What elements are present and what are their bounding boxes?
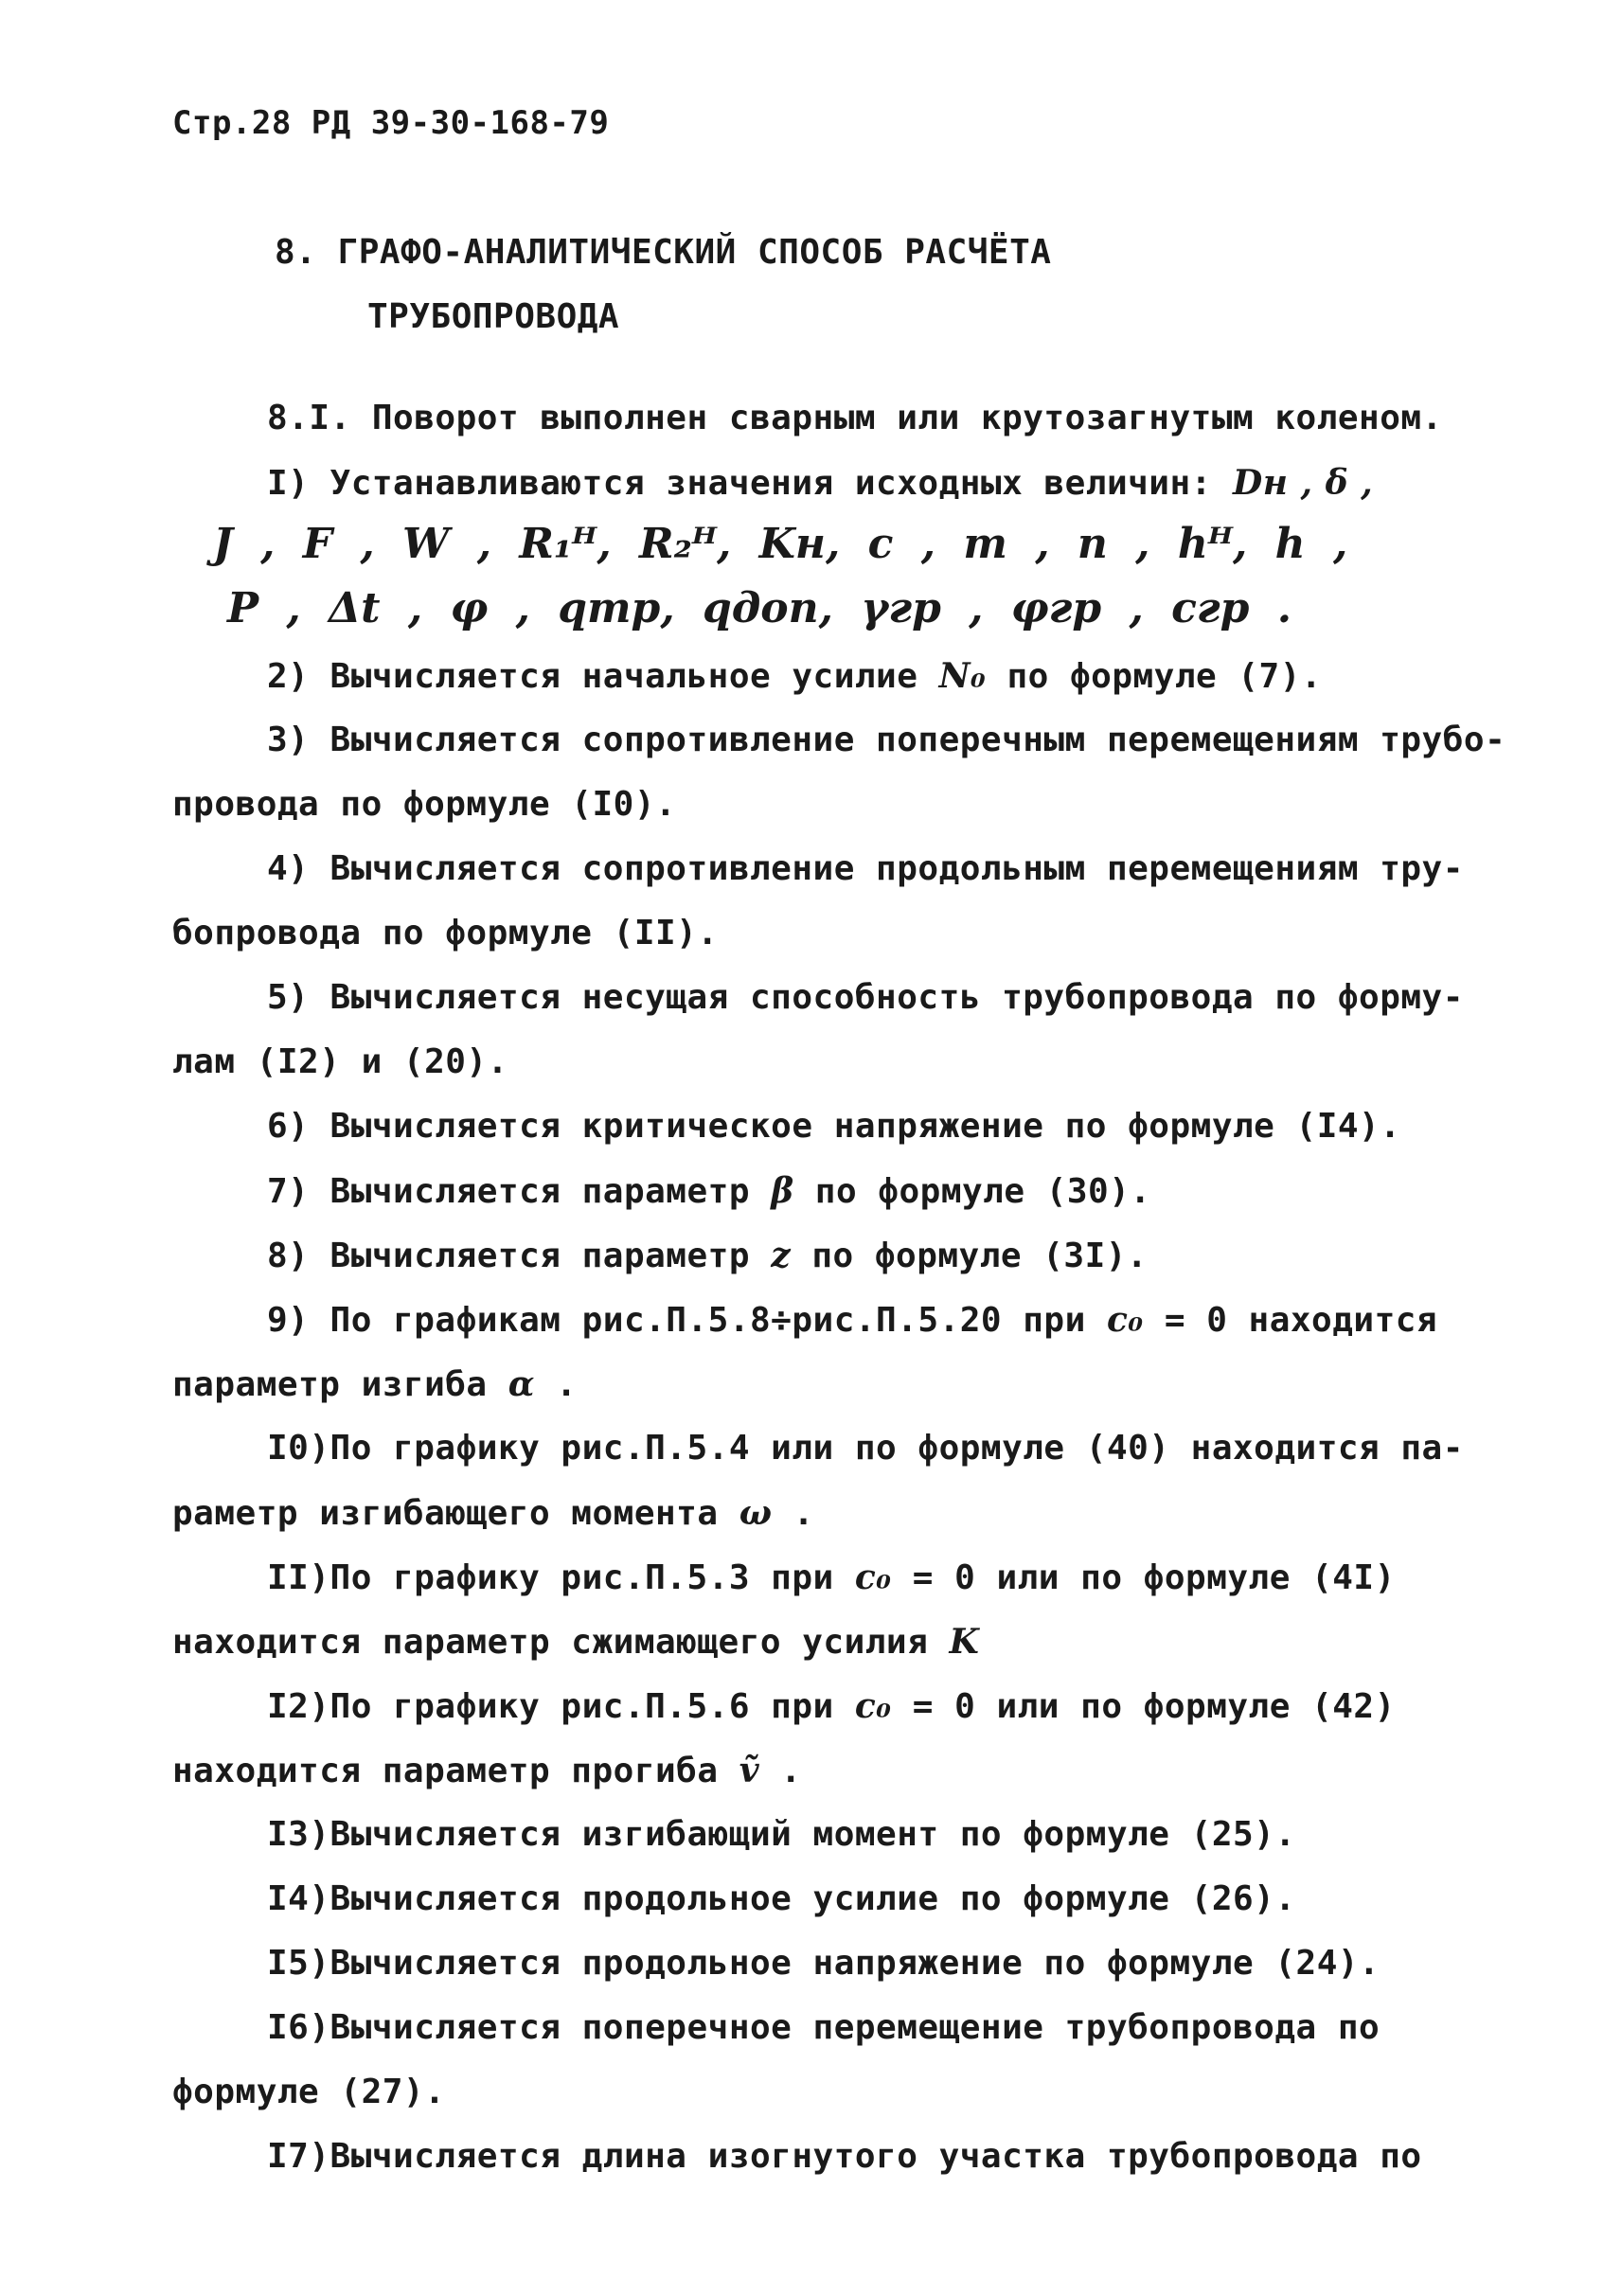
step-10-line2 [172, 1492, 814, 1535]
step-9-dot: . [556, 1365, 578, 1404]
step-14-line: I4)Вычисляется продольное усилие по формуле (26). [267, 1879, 1296, 1918]
step-17-line1: I7)Вычисляется длина изогнутого участка трубопровода по [267, 2137, 1422, 2176]
step-8-text: 8) Вычисляется параметр [267, 1237, 750, 1275]
symbol-c0: c₀ [1106, 1300, 1144, 1340]
step-11-line1 [267, 1557, 1396, 1599]
step-12-line2 [172, 1750, 802, 1792]
step-3-line2: провода по формуле (I0). [172, 785, 677, 824]
step-10-dot: . [793, 1494, 814, 1533]
step-11-line2 [172, 1621, 979, 1664]
step-10-line1: I0)По графику рис.П.5.4 или по формуле (40) находится па- [267, 1429, 1464, 1468]
symbol-c0: c₀ [854, 1557, 892, 1597]
step-12-line1 [267, 1685, 1396, 1728]
section-title-line2: ТРУБОПРОВОДА [367, 297, 620, 336]
symbol-v: ṽ [739, 1751, 760, 1790]
step-7-line [267, 1170, 1151, 1213]
subsection-heading: 8.I. Поворот выполнен сварным или крутозагнутым коленом. [267, 399, 1443, 437]
step-15-line: I5)Вычисляется продольное напряжение по формуле (24). [267, 1944, 1381, 1983]
step-9-line2 [172, 1363, 577, 1406]
step-11-rest: = 0 или по формуле (4I) [912, 1558, 1396, 1597]
page-header: Стр.28 РД 39-30-168-79 [172, 104, 610, 142]
step-1-label: I) Устанавливаются значения исходных величин: [267, 464, 1233, 503]
symbol-n0: N₀ [938, 656, 987, 696]
step-12-text: I2)По графику рис.П.5.6 при [267, 1687, 834, 1726]
step-12-text2: находится параметр прогиба [172, 1752, 719, 1790]
symbol-beta: β [771, 1171, 794, 1211]
step-1-text [267, 462, 1373, 505]
step-16-line1: I6)Вычисляется поперечное перемещение трубопровода по [267, 2008, 1381, 2047]
section-title-line1: 8. ГРАФО-АНАЛИТИЧЕСКИЙ СПОСОБ РАСЧЁТА [275, 233, 1052, 272]
step-7-formula: по формуле (30). [814, 1172, 1151, 1211]
step-1-symbols-c: P , Δt , φ , qтр, qдоп, γгр , φгр , cгр . [227, 584, 1292, 632]
step-8-formula: по формуле (3I). [811, 1237, 1149, 1275]
step-2-text: 2) Вычисляется начальное усилие [267, 657, 918, 696]
step-8-line [267, 1235, 1148, 1277]
symbol-k: K [949, 1622, 980, 1662]
symbol-z: z [771, 1236, 792, 1275]
symbol-omega: ω [739, 1493, 773, 1533]
step-2-formula: по формуле (7). [1006, 657, 1323, 696]
step-12-rest: = 0 или по формуле (42) [912, 1687, 1396, 1726]
step-6-line: 6) Вычисляется критическое напряжение по формуле (I4). [267, 1107, 1401, 1146]
step-5-line1: 5) Вычисляется несущая способность трубопровода по форму- [267, 978, 1464, 1017]
step-16-line2: формуле (27). [172, 2073, 446, 2111]
step-3-line1: 3) Вычисляется сопротивление поперечным перемещениям трубо- [267, 721, 1506, 759]
step-13-line: I3)Вычисляется изгибающий момент по формуле (25). [267, 1815, 1296, 1854]
step-11-text2: находится параметр сжимающего усилия [172, 1623, 929, 1662]
step-4-line2: бопровода по формуле (II). [172, 914, 719, 952]
step-2-line [267, 655, 1322, 698]
step-9-line1 [267, 1299, 1437, 1342]
step-7-text: 7) Вычисляется параметр [267, 1172, 750, 1211]
step-1-symbols-a: Dн , δ , [1233, 463, 1374, 503]
symbol-alpha: α [508, 1364, 535, 1404]
step-10-text2: раметр изгибающего момента [172, 1494, 719, 1533]
step-4-line1: 4) Вычисляется сопротивление продольным перемещениям тру- [267, 849, 1464, 888]
symbol-c0: c₀ [854, 1686, 892, 1726]
step-9-text: 9) По графикам рис.П.5.8÷рис.П.5.20 при [267, 1301, 1086, 1340]
step-9-text2: параметр изгиба [172, 1365, 488, 1404]
step-12-dot: . [780, 1752, 802, 1790]
step-5-line2: лам (I2) и (20). [172, 1042, 508, 1081]
step-11-text: II)По графику рис.П.5.3 при [267, 1558, 834, 1597]
step-9-rest: = 0 находится [1164, 1301, 1438, 1340]
step-1-symbols-b: J , F , W , R₁ᴴ, R₂ᴴ, Kн, c , m , n , hᴴ, h , [213, 520, 1348, 568]
